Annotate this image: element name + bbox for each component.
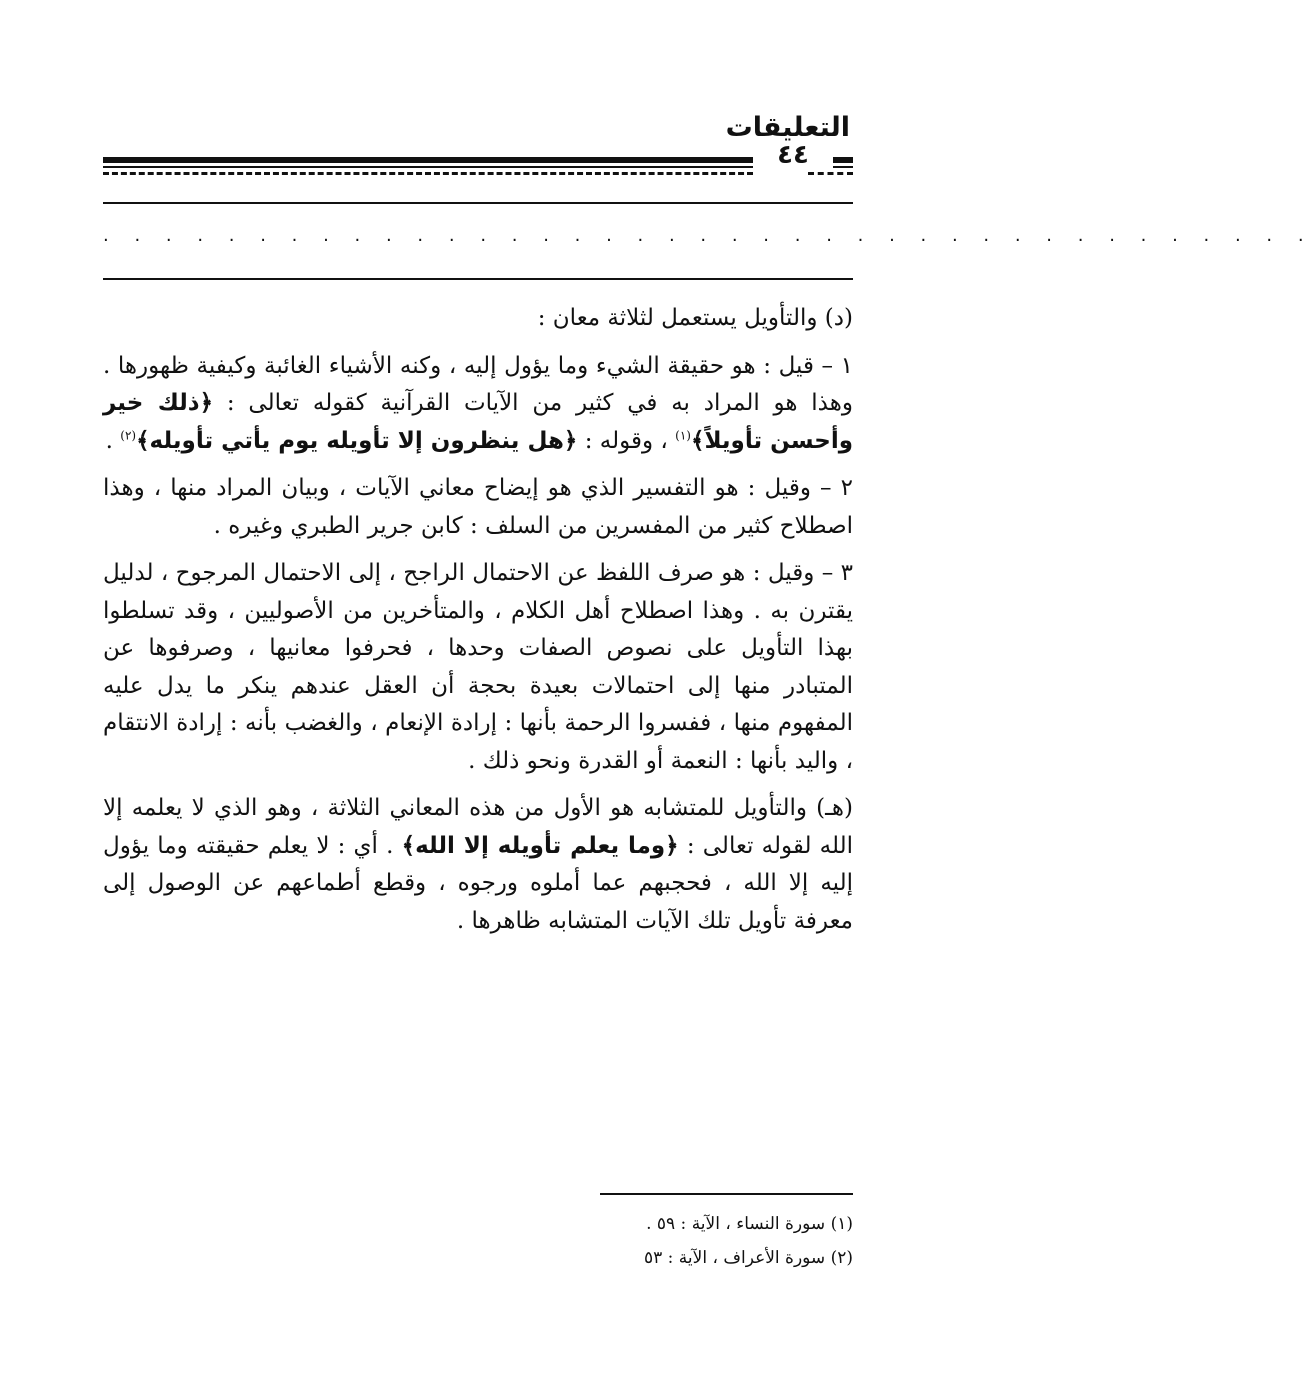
header-rule-dashed-main — [103, 172, 753, 175]
paragraph-conclusion — [103, 790, 853, 940]
footnote-1: (١) سورة النساء ، الآية : ٥٩ . — [646, 1214, 853, 1234]
header-rule-thin-main — [103, 166, 753, 168]
footnote-ref-2: (٢) — [120, 427, 137, 442]
header-rule-thin-end — [833, 166, 853, 168]
meaning-1-end: . — [105, 427, 121, 454]
header-rule-thick-main — [103, 157, 753, 163]
footnote-ref-1: (١) — [675, 427, 691, 442]
conclusion-text-end: . أي : لا يعلم حقيقته وما يؤول إليه إلا الله ، فحجبهم عما أملوه ورجوه ، وقطع أطماعهم عن الوصول إلى معرفة تأويل تلك الآيات المتشابه ظاهرها . — [103, 832, 853, 934]
paragraph-meaning-2: ٢ – وقيل : هو التفسير الذي هو إيضاح معاني الآيات ، وبيان المراد منها ، وهذا اصطلاح كثير من المفسرين من السلف : كابن جرير الطبري وغيره . — [103, 475, 853, 539]
quran-verse-3: ﴿وما يعلم تأويله إلا الله﴾ — [401, 832, 679, 859]
dotted-line: . . . . . . . . . . . . . . . . . . . . . . . . . . . . . . . . . . . . . . . — [103, 225, 1314, 246]
quran-verse-1: ﴿ذلك خير وأحسن تأويلاً﴾ — [103, 390, 853, 454]
paragraph-meaning-1 — [103, 348, 853, 461]
conclusion-text-start: (هـ) والتأويل للمتشابه هو الأول من هذه المعاني الثلاثة ، وهو الذي لا يعلمه إلا الله لقوله تعالى : — [103, 795, 853, 859]
header-rule-thick-end — [833, 157, 853, 163]
header-rule-dashed-end — [808, 172, 853, 175]
page-number: ٤٤ — [777, 140, 809, 170]
quran-verse-2: ﴿هل ينظرون إلا تأويله يوم يأتي تأويله﴾ — [136, 427, 578, 454]
footnote-2: (٢) سورة الأعراف ، الآية : ٥٣ — [643, 1248, 853, 1268]
paragraph-meaning-3: ٣ – وقيل : هو صرف اللفظ عن الاحتمال الراجح ، إلى الاحتمال المرجوح ، لدليل يقترن به . وهذا اصطلاح أهل الكلام ، والمتأخرين من الأصوليين ، وقد تسلطوا بهذا التأويل على نصوص الصفات وحدها ، فحرفوا معانيها ، وصرفوها عن المتبادر منها إلى احتمالات بعيدة بحجة أن العقل عندهم ينكر ما يدل عليه المفهوم منها ، ففسروا الرحمة بأنها : إرادة الإنعام ، والغضب بأنه : إرادة الانتقام ، واليد بأنها : النعمة أو القدرة ونحو ذلك . — [103, 560, 853, 774]
paragraph-intro: (د) والتأويل يستعمل لثلاثة معان : — [537, 305, 853, 331]
meaning-1-text: ١ – قيل : هو حقيقة الشيء وما يؤول إليه ، وكنه الأشياء الغائبة وكيفية ظهورها . وهذا هو المراد به في كثير من الآيات القرآنية كقوله تعالى : — [103, 352, 853, 416]
footnote-separator — [600, 1193, 853, 1195]
box-bottom-rule — [103, 278, 853, 280]
running-title: التعليقات — [725, 112, 850, 143]
meaning-1-connector: ، وقوله : — [577, 427, 676, 454]
box-top-rule — [103, 202, 853, 204]
footnotes — [353, 1207, 853, 1275]
body-text — [103, 300, 853, 950]
